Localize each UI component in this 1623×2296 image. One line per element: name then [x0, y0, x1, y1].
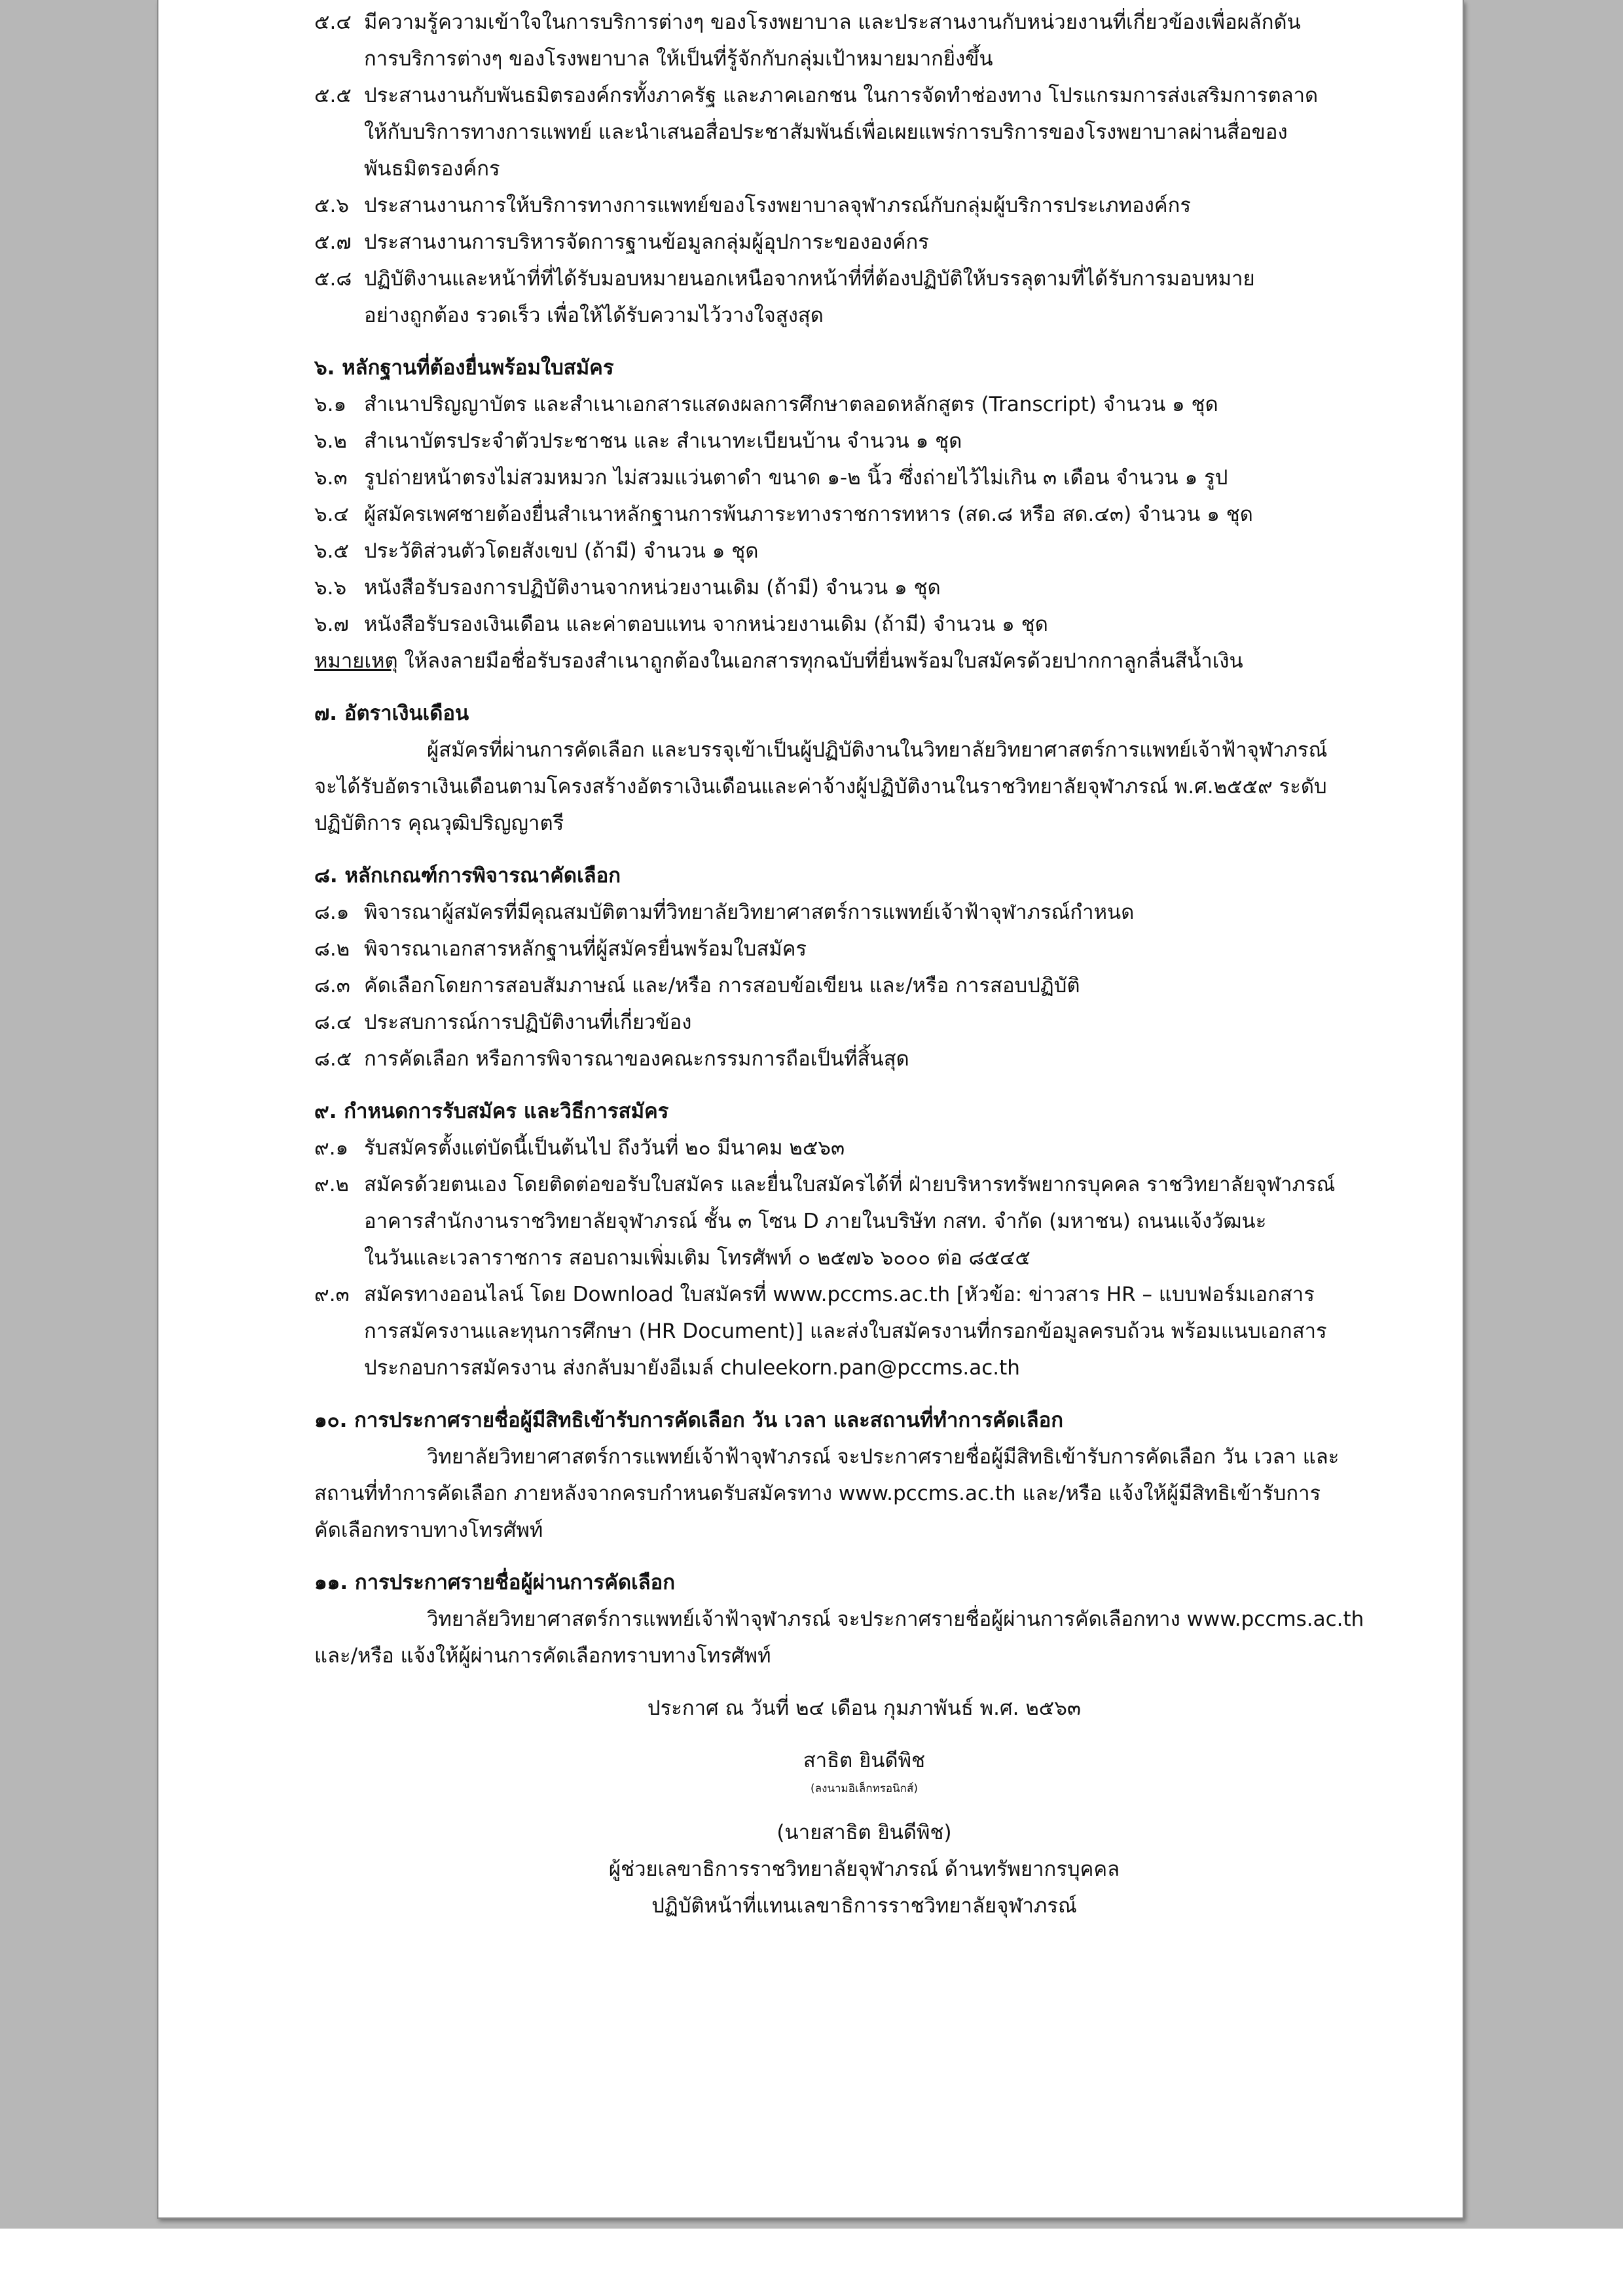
item-number: ๕.๖	[314, 194, 349, 217]
list-item	[314, 1240, 1375, 1276]
list-item	[314, 569, 1375, 606]
item-number: ๘.๒	[314, 937, 350, 961]
item-text: ประวัติส่วนตัวโดยสังเขป (ถ้ามี) จำนวน ๑ ชุด	[364, 539, 759, 563]
list-item	[314, 1313, 1375, 1350]
item-text: ปฏิบัติงานและหน้าที่ที่ได้รับมอบหมายนอกเหนือจากหน้าที่ที่ต้องปฏิบัติให้บรรลุตามที่ได้รับการมอบหมาย	[364, 267, 1255, 291]
section-11-heading: ๑๑. การประกาศรายชื่อผู้ผ่านการคัดเลือก	[314, 1571, 676, 1594]
item-text: หนังสือรับรองเงินเดือน และค่าตอบแทน จากหน่วยงานเดิม (ถ้ามี) จำนวน ๑ ชุด	[364, 613, 1048, 636]
list-item	[314, 4, 1375, 41]
item-number: ๖.๑	[314, 393, 347, 416]
section-5-list	[314, 4, 1375, 334]
item-number: ๙.๑	[314, 1136, 349, 1160]
item-text: ประสบการณ์การปฏิบัติงานที่เกี่ยวข้อง	[364, 1011, 692, 1034]
page-content	[314, 4, 1375, 1924]
item-number: ๙.๓	[314, 1283, 350, 1306]
item-text: ประกอบการสมัครงาน ส่งกลับมายังอีเมล์ chuleekorn.pan@pccms.ac.th	[364, 1356, 1020, 1380]
section-6-heading: ๖. หลักฐานที่ต้องยื่นพร้อมใบสมัคร	[314, 356, 614, 380]
item-number: ๖.๕	[314, 539, 349, 563]
item-text: มีความรู้ความเข้าใจในการบริการต่างๆ ของโรงพยาบาล และประสานงานกับหน่วยงานที่เกี่ยวข้องเพื่อผลักดัน	[364, 10, 1301, 34]
section-7-line: จะได้รับอัตราเงินเดือนตามโครงสร้างอัตราเงินเดือนและค่าจ้างผู้ปฏิบัติงานในราชวิทยาลัยจุฬาภรณ์ พ.ศ.๒๕๕๙ ระดับ	[314, 775, 1327, 798]
item-text: การสมัครงานและทุนการศึกษา (HR Document)] และส่งใบสมัครงานที่กรอกข้อมูลครบถ้วน พร้อมแนบเอกสาร	[364, 1319, 1327, 1343]
section-6-list	[314, 386, 1375, 643]
signer-position: ผู้ช่วยเลขาธิการราชวิทยาลัยจุฬาภรณ์ ด้านทรัพยากรบุคคล	[608, 1857, 1120, 1881]
item-number: ๖.๖	[314, 576, 347, 600]
section-10-line: วิทยาลัยวิทยาศาสตร์การแพทย์เจ้าฟ้าจุฬาภรณ์ จะประกาศรายชื่อผู้มีสิทธิเข้ารับการคัดเลือก วัน เวลา และ	[427, 1445, 1340, 1469]
electronic-signature-note: (ลงนามอิเล็กทรอนิกส์)	[811, 1782, 918, 1795]
list-item	[314, 1203, 1375, 1240]
item-number: ๖.๔	[314, 503, 349, 526]
item-text: พิจารณาเอกสารหลักฐานที่ผู้สมัครยื่นพร้อมใบสมัคร	[364, 937, 807, 961]
section-8-list	[314, 894, 1375, 1077]
list-item	[314, 1041, 1375, 1077]
list-item	[314, 606, 1375, 643]
list-item	[314, 260, 1375, 297]
item-text: หนังสือรับรองการปฏิบัติงานจากหน่วยงานเดิม (ถ้ามี) จำนวน ๑ ชุด	[364, 576, 941, 600]
section-10-line: สถานที่ทำการคัดเลือก ภายหลังจากครบกำหนดรับสมัครทาง www.pccms.ac.th และ/หรือ แจ้งให้ผู้มีสิทธิเข้ารับการ	[314, 1482, 1321, 1505]
signer-name: สาธิต ยินดีพิช	[803, 1749, 926, 1772]
list-item	[314, 496, 1375, 533]
list-item	[314, 1166, 1375, 1203]
item-number: ๘.๕	[314, 1047, 352, 1071]
list-item	[314, 224, 1375, 260]
list-item	[314, 894, 1375, 931]
item-number: ๘.๑	[314, 901, 350, 924]
list-item	[314, 114, 1375, 151]
list-item	[314, 1350, 1375, 1386]
item-text: สำเนาบัตรประจำตัวประชาชน และ สำเนาทะเบียนบ้าน จำนวน ๑ ชุด	[364, 429, 962, 453]
item-number: ๖.๓	[314, 466, 348, 490]
item-number: ๖.๒	[314, 429, 347, 453]
item-text: สมัครทางออนไลน์ โดย Download ใบสมัครที่ www.pccms.ac.th [หัวข้อ: ข่าวสาร HR – แบบฟอร์มเอกสาร	[364, 1283, 1315, 1306]
section-9-list	[314, 1130, 1375, 1386]
list-item	[314, 151, 1375, 187]
list-item	[314, 533, 1375, 569]
list-item	[314, 77, 1375, 114]
list-item	[314, 931, 1375, 967]
item-text: รูปถ่ายหน้าตรงไม่สวมหมวก ไม่สวมแว่นตาดำ ขนาด ๑-๒ นิ้ว ซึ่งถ่ายไว้ไม่เกิน ๓ เดือน จำนวน ๑ รูป	[364, 466, 1228, 490]
section-10-heading: ๑๐. การประกาศรายชื่อผู้มีสิทธิเข้ารับการคัดเลือก วัน เวลา และสถานที่ทำการคัดเลือก	[314, 1408, 1064, 1432]
item-text: การบริการต่างๆ ของโรงพยาบาล ให้เป็นที่รู้จักกับกลุ่มเป้าหมายมากยิ่งขึ้น	[364, 47, 993, 71]
list-item	[314, 1130, 1375, 1166]
document-page	[157, 0, 1464, 2219]
section-7-line: ผู้สมัครที่ผ่านการคัดเลือก และบรรจุเข้าเป็นผู้ปฏิบัติงานในวิทยาลัยวิทยาศาสตร์การแพทย์เจ้าฟ้าจุฬาภรณ์	[427, 738, 1328, 762]
item-number: ๘.๓	[314, 974, 350, 997]
item-number: ๘.๔	[314, 1011, 352, 1034]
item-number: ๕.๔	[314, 10, 352, 34]
signer-acting-position: ปฏิบัติหน้าที่แทนเลขาธิการราชวิทยาลัยจุฬาภรณ์	[651, 1894, 1077, 1918]
list-item	[314, 187, 1375, 224]
list-item	[314, 459, 1375, 496]
item-text: ประสานงานการให้บริการทางการแพทย์ของโรงพยาบาลจุฬาภรณ์กับกลุ่มผู้บริการประเภทองค์กร	[364, 194, 1192, 217]
announcement-date: ประกาศ ณ วันที่ ๒๔ เดือน กุมภาพันธ์ พ.ศ. ๒๕๖๓	[647, 1696, 1082, 1720]
item-text: ให้กับบริการทางการแพทย์ และนำเสนอสื่อประชาสัมพันธ์เพื่อเผยแพร่การบริการของโรงพยาบาลผ่านสื่อของ	[364, 120, 1288, 144]
item-number: ๖.๗	[314, 613, 349, 636]
list-item	[314, 967, 1375, 1004]
item-text: อย่างถูกต้อง รวดเร็ว เพื่อให้ได้รับความไว้วางใจสูงสุด	[364, 304, 824, 327]
item-text: การคัดเลือก หรือการพิจารณาของคณะกรรมการถือเป็นที่สิ้นสุด	[364, 1047, 909, 1071]
item-text: รับสมัครตั้งแต่บัดนี้เป็นต้นไป ถึงวันที่ ๒๐ มีนาคม ๒๕๖๓	[364, 1136, 845, 1160]
section-7-heading: ๗. อัตราเงินเดือน	[314, 702, 469, 725]
item-number: ๕.๘	[314, 267, 352, 291]
item-text: ประสานงานกับพันธมิตรองค์กรทั้งภาครัฐ และภาคเอกชน ในการจัดทำช่องทาง โปรแกรมการส่งเสริมการตลาด	[364, 84, 1319, 107]
list-item	[314, 297, 1375, 334]
list-item	[314, 423, 1375, 459]
note-text: ให้ลงลายมือชื่อรับรองสำเนาถูกต้องในเอกสารทุกฉบับที่ยื่นพร้อมใบสมัครด้วยปากกาลูกลื่นสีน้ำเงิน	[397, 649, 1243, 673]
item-text: ผู้สมัครเพศชายต้องยื่นสำเนาหลักฐานการพ้นภาระทางราชการทหาร (สด.๘ หรือ สด.๔๓) จำนวน ๑ ชุด	[364, 503, 1253, 526]
list-item	[314, 1276, 1375, 1313]
item-text: พันธมิตรองค์กร	[364, 157, 500, 181]
section-11-line: วิทยาลัยวิทยาศาสตร์การแพทย์เจ้าฟ้าจุฬาภรณ์ จะประกาศรายชื่อผู้ผ่านการคัดเลือกทาง www.pccms.ac.th	[427, 1607, 1364, 1631]
item-number: ๕.๕	[314, 84, 352, 107]
list-item	[314, 386, 1375, 423]
item-text: พิจารณาผู้สมัครที่มีคุณสมบัติตามที่วิทยาลัยวิทยาศาสตร์การแพทย์เจ้าฟ้าจุฬาภรณ์กำหนด	[364, 901, 1135, 924]
item-text: ประสานงานการบริหารจัดการฐานข้อมูลกลุ่มผู้อุปการะขององค์กร	[364, 230, 929, 254]
item-text: อาคารสำนักงานราชวิทยาลัยจุฬาภรณ์ ชั้น ๓ โซน D ภายในบริษัท กสท. จำกัด (มหาชน) ถนนแจ้งวัฒนะ	[364, 1210, 1267, 1233]
section-9-heading: ๙. กำหนดการรับสมัคร และวิธีการสมัคร	[314, 1100, 669, 1123]
section-10-line: คัดเลือกทราบทางโทรศัพท์	[314, 1518, 543, 1542]
signer-full-name: (นายสาธิต ยินดีพิช)	[776, 1821, 952, 1844]
section-7-line: ปฏิบัติการ คุณวุฒิปริญญาตรี	[314, 812, 564, 835]
section-6-note	[314, 643, 1375, 679]
item-text: ในวันและเวลาราชการ สอบถามเพิ่มเติม โทรศัพท์ ๐ ๒๕๗๖ ๖๐๐๐ ต่อ ๘๕๔๕	[364, 1246, 1030, 1270]
item-text: สมัครด้วยตนเอง โดยติดต่อขอรับใบสมัคร และยื่นใบสมัครได้ที่ ฝ่ายบริหารทรัพยากรบุคคล ราชวิทยาลัยจุฬาภรณ์	[364, 1173, 1336, 1196]
section-8-heading: ๘. หลักเกณฑ์การพิจารณาคัดเลือก	[314, 864, 621, 888]
item-number: ๕.๗	[314, 230, 352, 254]
item-text: คัดเลือกโดยการสอบสัมภาษณ์ และ/หรือ การสอบข้อเขียน และ/หรือ การสอบปฏิบัติ	[364, 974, 1080, 997]
item-number: ๙.๒	[314, 1173, 349, 1196]
list-item	[314, 41, 1375, 77]
item-text: สำเนาปริญญาบัตร และสำเนาเอกสารแสดงผลการศึกษาตลอดหลักสูตร (Transcript) จำนวน ๑ ชุด	[364, 393, 1218, 416]
note-label: หมายเหตุ	[314, 649, 398, 673]
section-11-line: และ/หรือ แจ้งให้ผู้ผ่านการคัดเลือกทราบทางโทรศัพท์	[314, 1644, 771, 1668]
list-item	[314, 1004, 1375, 1041]
